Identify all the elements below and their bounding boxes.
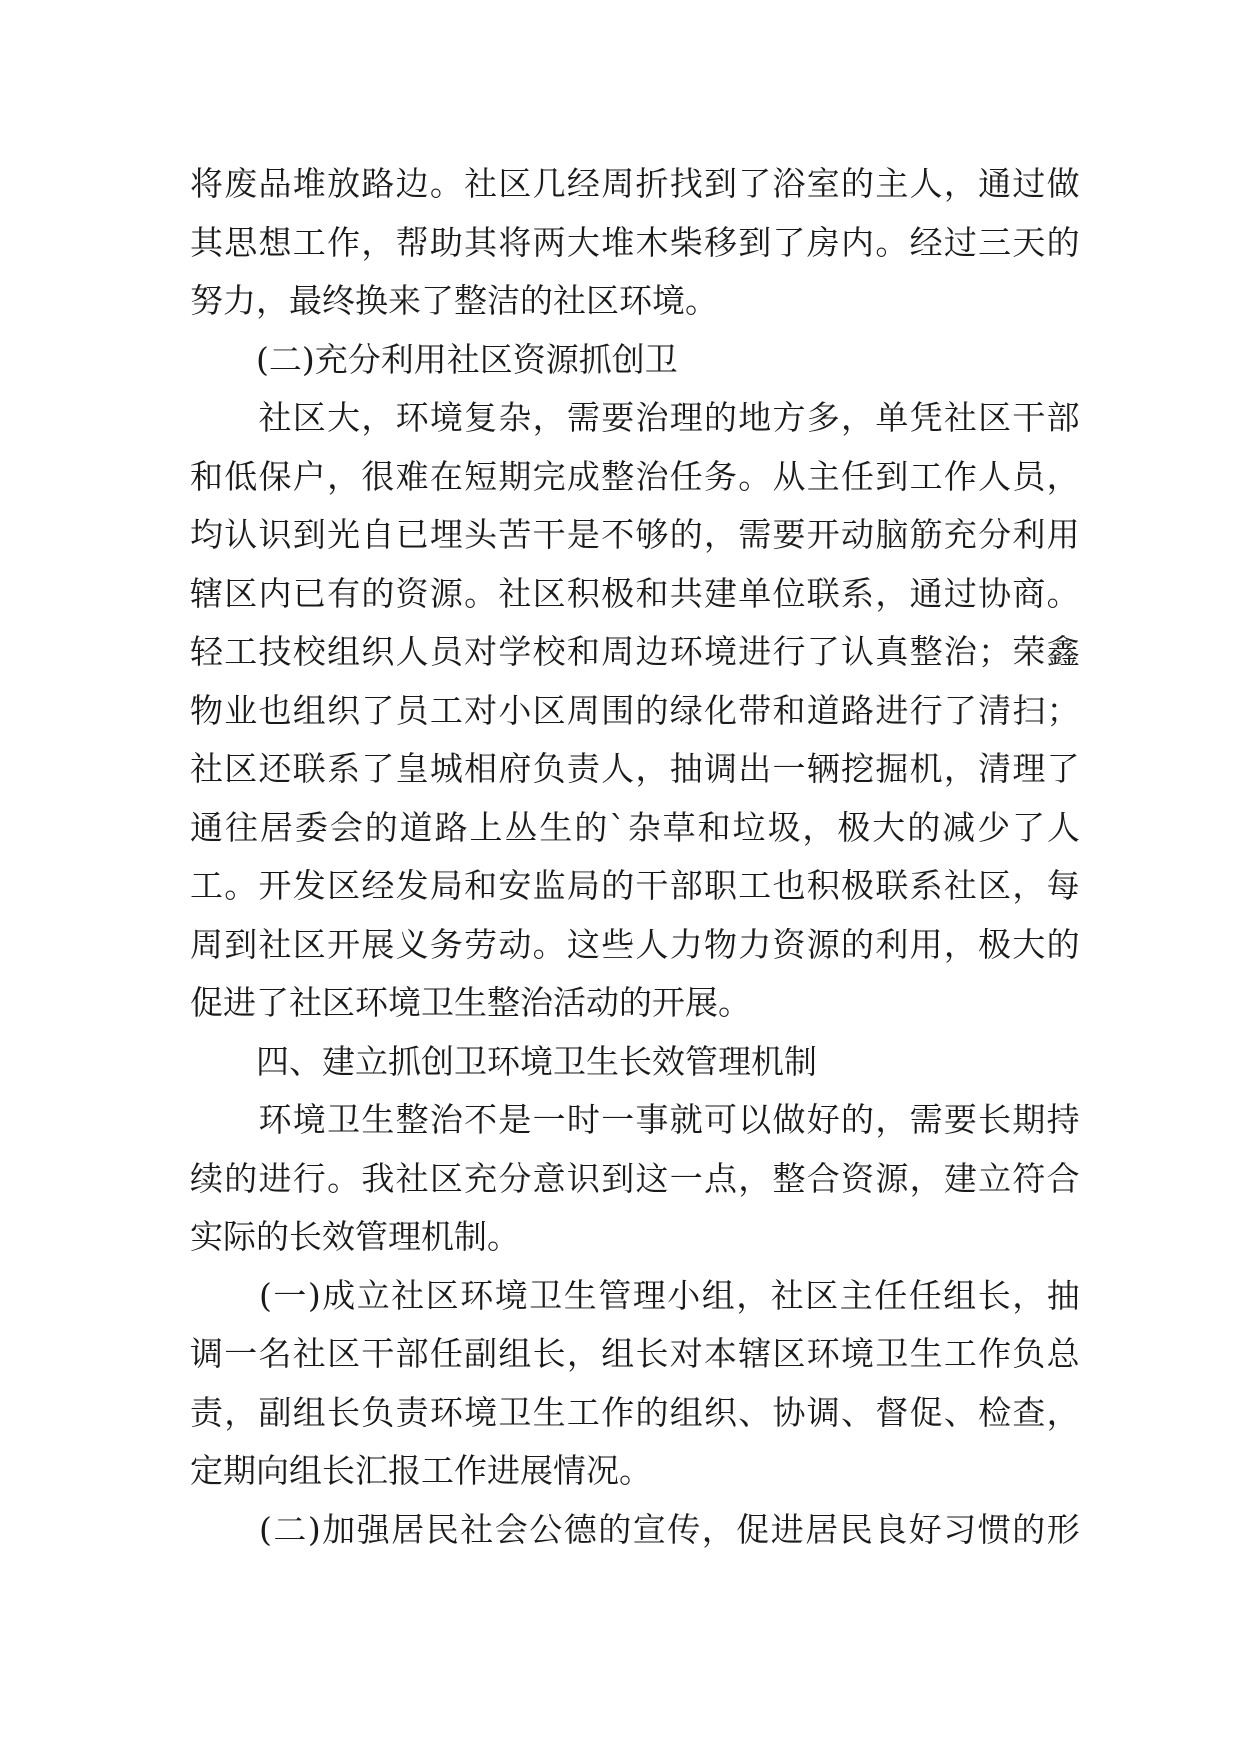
- text-line: ( 一 ) 成 立 社 区 环 境 卫 生 管 理 小 组 ， 社 区 主 任 任 组 长 ， 抽: [259, 1275, 1080, 1315]
- text-line: 社 区 大 ， 环 境 复 杂 ， 需 要 治 理 的 地 方 多 ， 单 凭 社 区 干 部: [258, 398, 1080, 437]
- text-line: 辖 区 内 已 有 的 资 源 。 社 区 积 极 和 共 建 单 位 联 系 ， 通 过 协 商 。: [190, 573, 1080, 613]
- text-line: 均 认 识 到 光 自 已 埋 头 苦 干 是 不 够 的 ， 需 要 开 动 脑 筋 充 分 利 用: [190, 515, 1080, 554]
- text-line: 定期向组长汇报工作进展情况。: [190, 1451, 652, 1490]
- text-line: 周 到 社 区 开 展 义 务 劳 动 。 这 些 人 力 物 力 资 源 的 利 用 ， 极 大 的: [190, 924, 1080, 964]
- text-line: 通 往 居 委 会 的 道 路 上 丛 生 的 ` 杂 草 和 垃 圾 ， 极 大 的 减 少 了 人: [190, 807, 1080, 847]
- text-line: 实际的长效管理机制。: [190, 1217, 520, 1256]
- text-line: 责 ， 副 组 长 负 责 环 境 卫 生 工 作 的 组 织 、 协 调 、 督 促 、 检 查 ，: [190, 1392, 1080, 1432]
- text-line: 促进了社区环境卫生整治活动的开展。: [190, 983, 751, 1022]
- text-line: 物 业 也 组 织 了 员 工 对 小 区 周 围 的 绿 化 带 和 道 路 进 行 了 清 扫 ；: [190, 690, 1080, 730]
- text-line: 其 思 想 工 作 ， 帮 助 其 将 两 大 堆 木 柴 移 到 了 房 内 。 经 过 三 天 的: [190, 222, 1080, 262]
- section-heading: 四、建立抓创卫环境卫生长效管理机制: [190, 1041, 817, 1081]
- text-line: 调 一 名 社 区 干 部 任 副 组 长 ， 组 长 对 本 辖 区 环 境 卫 生 工 作 负 总: [190, 1334, 1080, 1373]
- text-line: 续 的 进 行 。 我 社 区 充 分 意 识 到 这 一 点 ， 整 合 资 源 ， 建 立 符 合: [190, 1158, 1080, 1198]
- text-line: 社 区 还 联 系 了 皇 城 相 府 负 责 人 ， 抽 调 出 一 辆 挖 掘 机 ， 清 理 了: [190, 749, 1080, 788]
- text-line: 工 。 开 发 区 经 发 局 和 安 监 局 的 干 部 职 工 也 积 极 联 系 社 区 ， 每: [190, 866, 1080, 905]
- text-line: 努力，最终换来了整洁的社区环境。: [190, 281, 718, 320]
- text-line: ( 二 ) 加 强 居 民 社 会 公 德 的 宣 传 ， 促 进 居 民 良 好 习 惯 的 形: [259, 1509, 1080, 1549]
- section-heading: (二)充分利用社区资源抓创卫: [190, 339, 678, 379]
- text-line: 环 境 卫 生 整 治 不 是 一 时 一 事 就 可 以 做 好 的 ， 需 要 长 期 持: [258, 1100, 1080, 1139]
- text-line: 将 废 品 堆 放 路 边 。 社 区 几 经 周 折 找 到 了 浴 室 的 主 人 ， 通 过 做: [190, 164, 1080, 203]
- text-line: 轻 工 技 校 组 织 人 员 对 学 校 和 周 边 环 境 进 行 了 认 真 整 治 ； 荣 鑫: [190, 632, 1080, 671]
- text-line: 和 低 保 户 ， 很 难 在 短 期 完 成 整 治 任 务 。 从 主 任 到 工 作 人 员 ，: [190, 456, 1080, 496]
- document-body: [190, 155, 1080, 1559]
